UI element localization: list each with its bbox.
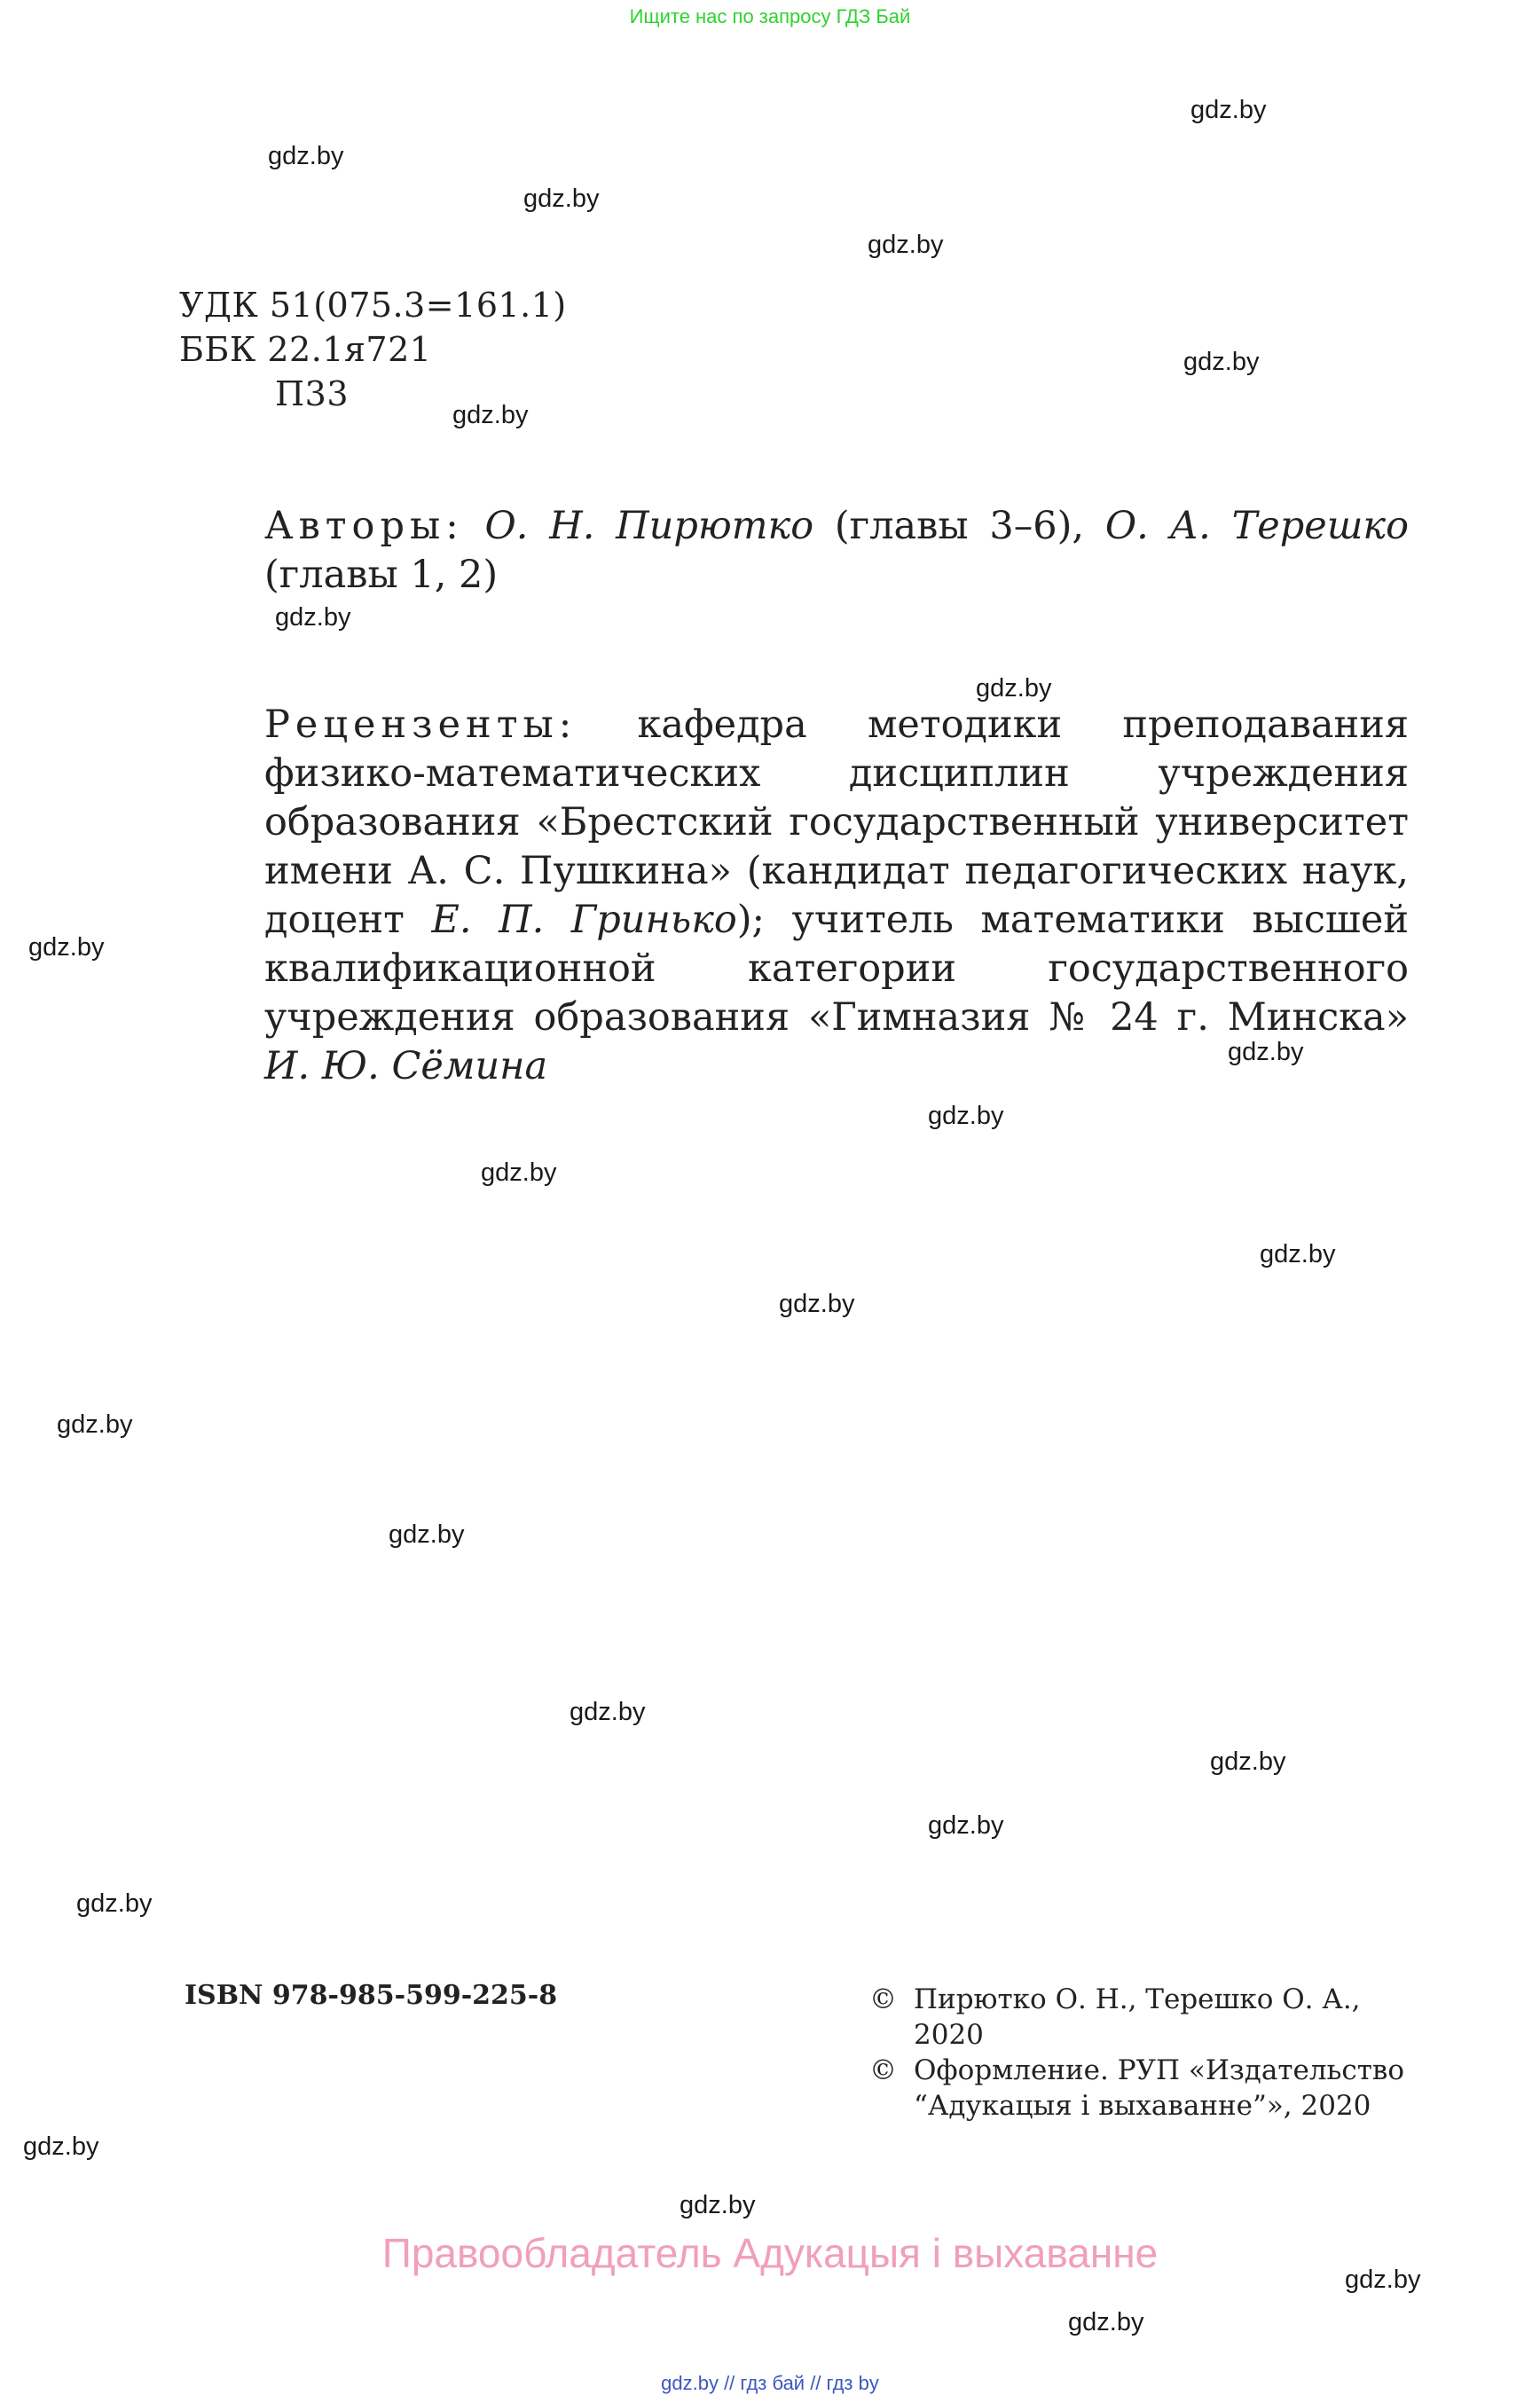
copyright-block [869,1982,1419,2124]
copyright-row [869,2053,1419,2124]
watermark: gdz.by [570,1698,646,1726]
copyright-design: Оформление. РУП «Издательство “Адукацыя і выхаванне”», 2020 [914,2054,1405,2122]
rights-holder: Правообладатель Адукацыя і выхаванне [381,2230,1159,2276]
watermark: gdz.by [928,1811,1004,1840]
watermark: gdz.by [1345,2266,1421,2294]
copyright-symbol: © [869,1983,897,2015]
watermark: gdz.by [928,1102,1004,1130]
watermark: gdz.by [23,2132,99,2161]
watermark: gdz.by [1260,1240,1336,1268]
reviewers-label: Рецензенты: [264,703,578,747]
watermark: gdz.by [57,1410,133,1439]
watermark: gdz.by [779,1290,855,1318]
udk-code: УДК 51(075.3=161.1) [179,286,567,325]
reviewers-text-2: ); учитель математики высшей квалификационной категории государственного учреждения образования «Гимназия № 24 г. Минска» [264,898,1410,1040]
watermark: gdz.by [680,2191,756,2219]
authors-label: Авторы: [264,504,464,548]
watermark: gdz.by [523,185,600,213]
bbk-code: ББК 22.1я721 [179,330,432,369]
reviewer-name-1: Е. П. Гринько [431,898,737,942]
watermark: gdz.by [976,674,1052,703]
watermark: gdz.by [275,603,351,632]
reviewers-block [264,701,1409,1091]
author-1: О. Н. Пирютко [484,504,814,548]
author-2-note: (главы 1, 2) [264,553,499,597]
reviewers-text-1: кафедра методики преподавания физико-математических дисциплин учреждения образования «Брестский государственный университет имени А. С. Пушкина» (кандидат педагогических наук, доцент [264,703,1410,942]
watermark: gdz.by [481,1158,557,1187]
author-mark-code: П33 [275,374,349,413]
watermark: gdz.by [389,1520,465,1549]
copyright-row [869,1982,1419,2053]
watermark: gdz.by [76,1889,153,1918]
watermark: gdz.by [1183,348,1260,376]
watermark: gdz.by [452,401,529,429]
copyright-symbol: © [869,2054,897,2086]
watermark: gdz.by [1210,1747,1286,1776]
watermark: gdz.by [1068,2308,1144,2336]
watermark: gdz.by [1228,1038,1304,1066]
reviewer-name-2: И. Ю. Сёмина [264,1044,548,1088]
watermark: gdz.by [1190,96,1267,124]
footer-links: gdz.by // гдз бай // гдз by [661,2372,879,2394]
watermark: gdz.by [268,142,344,170]
author-2: О. А. Терешко [1104,504,1409,548]
watermark: gdz.by [868,231,944,259]
isbn: ISBN 978-985-599-225-8 [185,1980,558,2011]
author-1-note: (главы 3–6), [834,504,1085,548]
authors-block [264,502,1409,600]
copyright-authors: Пирютко О. Н., Терешко О. А., 2020 [914,1983,1361,2051]
top-banner: Ищите нас по запросу ГДЗ Бай [629,5,911,27]
watermark: gdz.by [28,933,105,962]
